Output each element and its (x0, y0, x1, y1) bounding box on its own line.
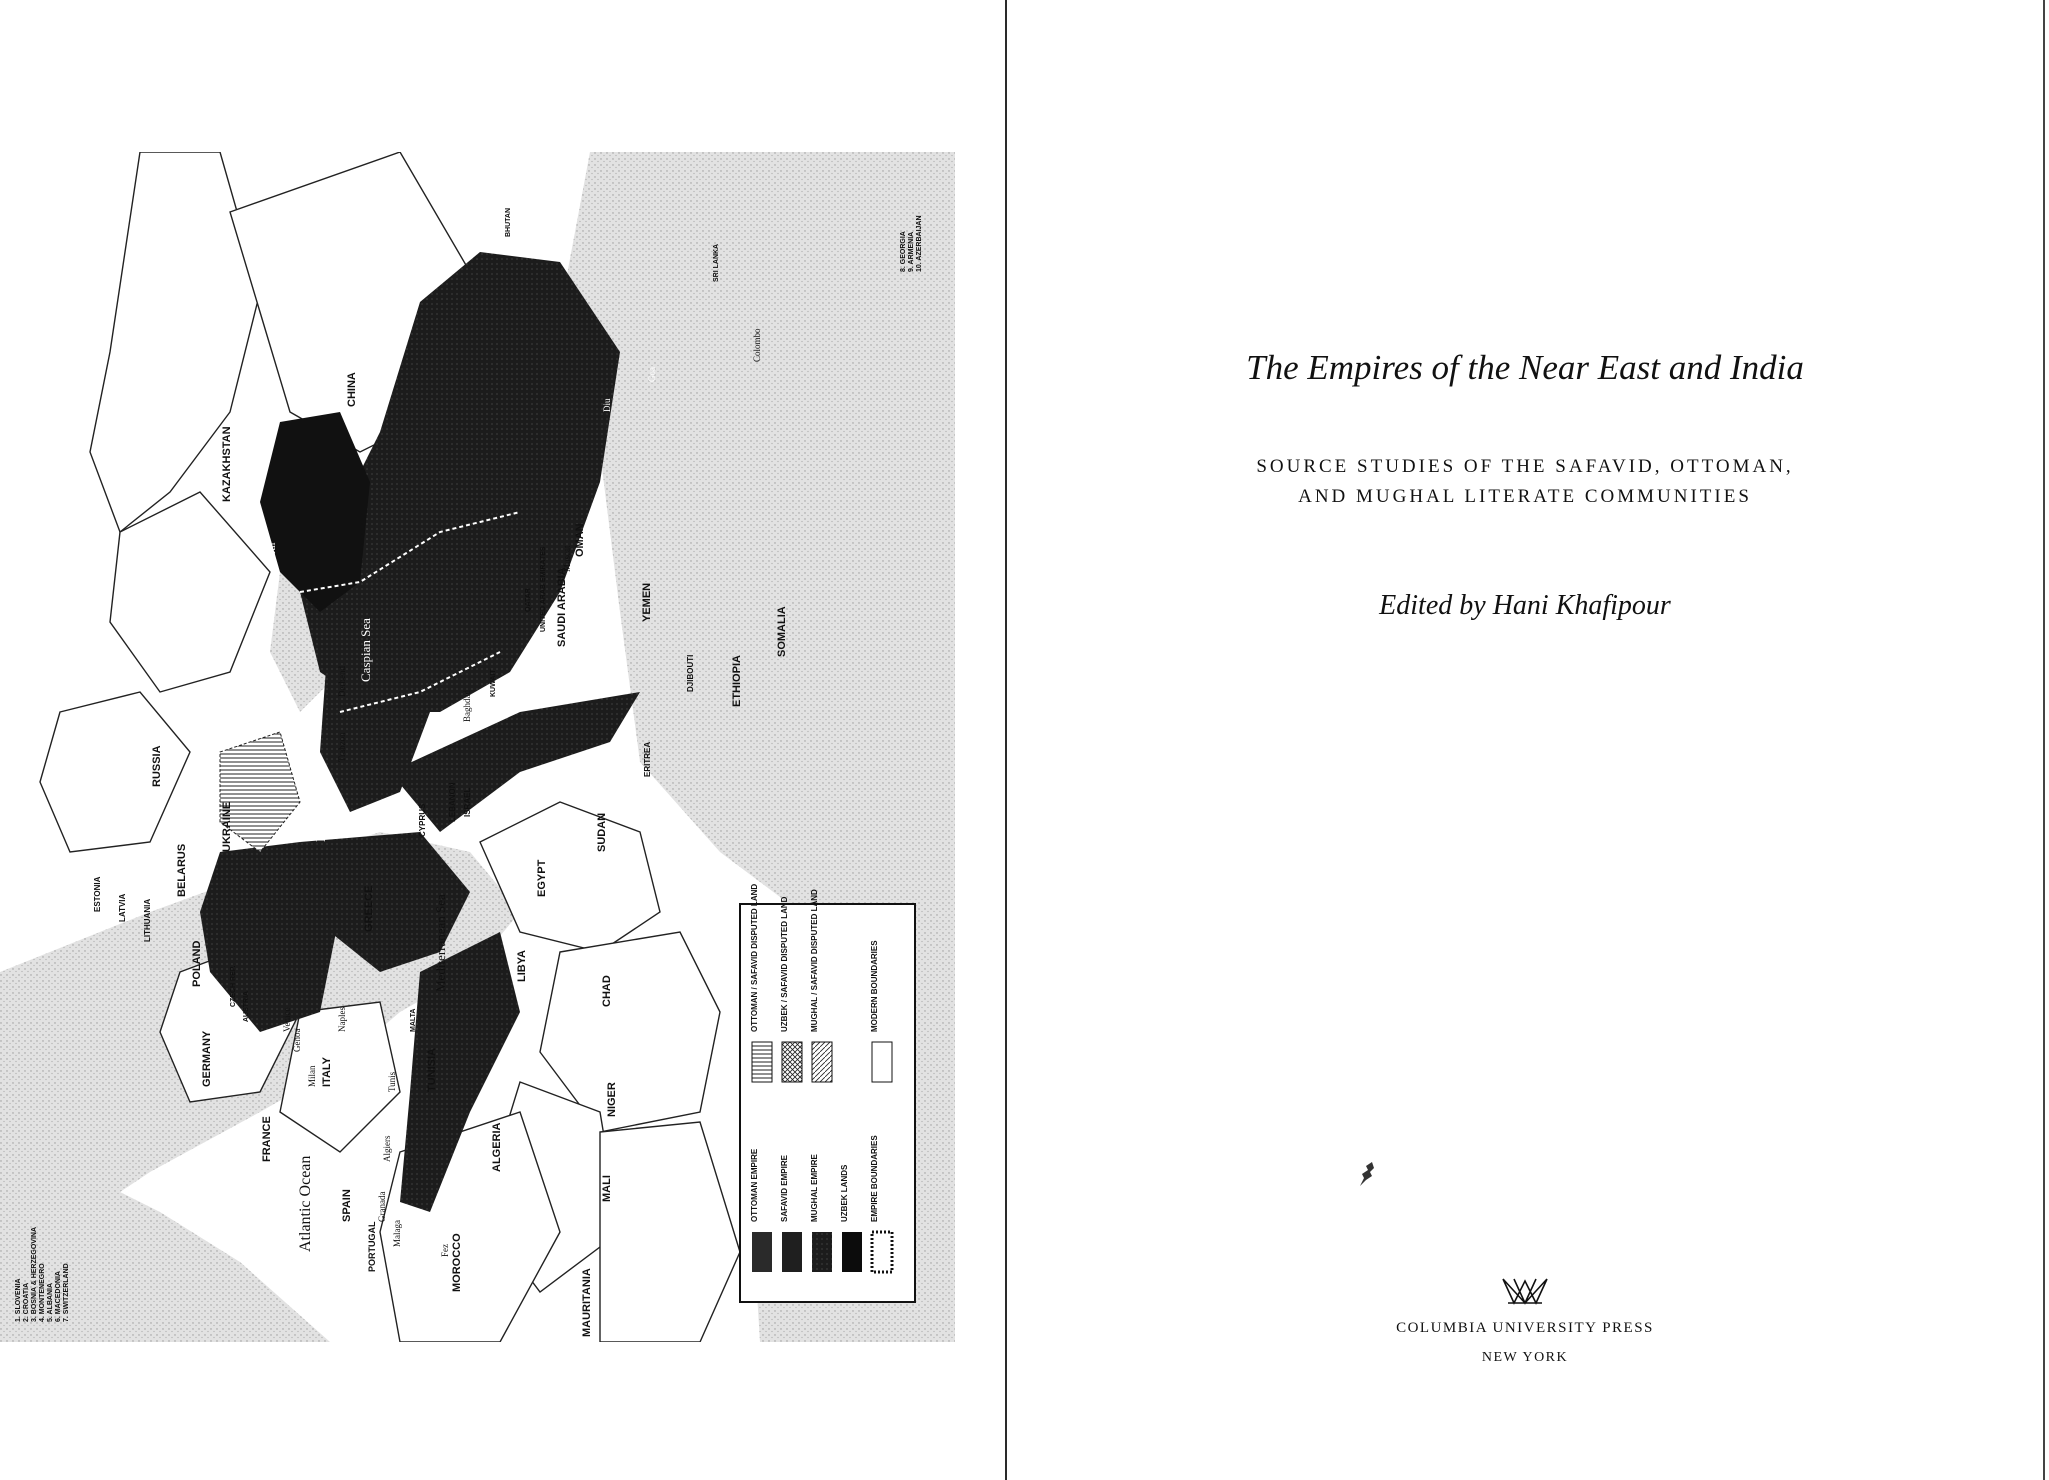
label-milan: Milan (307, 1065, 317, 1087)
book-gutter (1005, 0, 1007, 1480)
legend-label: OTTOMAN EMPIRE (750, 1148, 759, 1222)
label-latvia: LATVIA (118, 893, 127, 922)
label-goa: Goa (647, 367, 657, 382)
list-item: 5. ALBANIA (47, 1282, 54, 1322)
label-somalia: SOMALIA (776, 606, 788, 657)
label-caspian-sea: Caspian Sea (358, 618, 373, 682)
publisher-crown-logo (1500, 1275, 1550, 1307)
label-estonia: ESTONIA (93, 876, 102, 912)
book-subtitle (1007, 452, 2043, 512)
left-page (0, 0, 1005, 1480)
label-malaga: Malaga (392, 1220, 402, 1247)
label-algeria: ALGERIA (491, 1122, 503, 1172)
legend-swatch-uzbek-safavid (782, 1042, 802, 1082)
label-atlantic: Atlantic Ocean (297, 1155, 314, 1252)
label-venice: Venice (282, 1007, 292, 1032)
legend-swatch-mughal (812, 1232, 832, 1272)
legend-swatch-modern (872, 1042, 892, 1082)
label-chad: CHAD (601, 975, 613, 1007)
legend-swatch-mughal-safavid (812, 1042, 832, 1082)
label-portugal: PORTUGAL (367, 1221, 377, 1272)
label-france: FRANCE (261, 1116, 273, 1162)
legend-swatch-uzbek (842, 1232, 862, 1272)
label-algiers: Algiers (382, 1135, 392, 1162)
label-granada: Granada (377, 1191, 387, 1222)
label-muscat: Muscat (562, 545, 572, 572)
label-niger: NIGER (606, 1082, 618, 1117)
legend-label: EMPIRE BOUNDARIES (870, 1135, 879, 1222)
label-bhutan: BHUTAN (505, 207, 512, 237)
label-fez: Fez (440, 1244, 450, 1257)
legend-swatch-ottoman (752, 1232, 772, 1272)
label-tunis: Tunis (387, 1071, 397, 1092)
legend-swatch-ottoman-safavid (752, 1042, 772, 1082)
label-diu: Diu (602, 398, 612, 412)
label-mediterranean: Mediterranean Sea (433, 894, 448, 992)
legend-label: MUGHAL / SAFAVID DISPUTED LAND (810, 889, 819, 1032)
book-title: The Empires of the Near East and India (1246, 348, 1804, 387)
legend-label: SAFAVID EMPIRE (780, 1155, 789, 1222)
list-item: 6. MACEDONIA (55, 1271, 62, 1322)
label-mauritania: MAURITANIA (581, 1268, 593, 1337)
list-item: 3. BOSNIA & HERZEGOVINA (31, 1226, 38, 1322)
subtitle-line-2: AND MUGHAL LITERATE COMMUNITIES (1298, 486, 1752, 507)
label-trabzon: Trabzon (337, 732, 347, 762)
label-sudan: SUDAN (596, 812, 608, 852)
legend-label: MODERN BOUNDARIES (870, 940, 879, 1032)
label-china: CHINA (346, 372, 358, 407)
label-germany: GERMANY (201, 1030, 213, 1087)
label-cyprus: CYPRUS (418, 803, 427, 837)
label-greece: GREECE (363, 885, 375, 932)
list-item: 1. SLOVENIA (15, 1278, 22, 1322)
label-morocco: MOROCCO (451, 1233, 463, 1292)
label-mali: MALI (601, 1175, 613, 1202)
publisher-city: NEW YORK (1481, 1350, 1569, 1365)
label-uae: UNITED ARAB EMIRATES (540, 546, 547, 632)
label-black-sea: Black Sea (313, 789, 328, 842)
label-derbend: Derbend (337, 666, 347, 697)
label-spain: SPAIN (341, 1189, 353, 1222)
legend-swatch-boundary (872, 1232, 892, 1272)
label-kazakhstan: KAZAKHSTAN (221, 426, 233, 502)
label-austria: AUSTRIA (243, 990, 250, 1022)
legend-label: OTTOMAN / SAFAVID DISPUTED LAND (750, 883, 759, 1032)
list-item: 2. CROATIA (23, 1282, 30, 1322)
list-item: 7. SWITZERLAND (63, 1263, 70, 1322)
label-oman: OMAN (574, 523, 586, 557)
list-item: 9. ARMENIA (908, 231, 915, 272)
label-baghdad: Baghdad (462, 690, 472, 722)
map-legend (740, 884, 915, 1302)
label-kuwait: KUWAIT (490, 669, 497, 697)
empires-map (0, 152, 955, 1342)
list-item: 4. MONTENEGRO (39, 1263, 46, 1322)
list-item: 8. GEORGIA (900, 231, 907, 272)
label-colombo: Colombo (752, 328, 762, 362)
page-edge (2043, 0, 2045, 1480)
label-libya: LIBYA (516, 950, 528, 982)
label-eritrea: ERITREA (643, 741, 652, 777)
label-genoa: Genoa (292, 1028, 302, 1052)
label-tunisia: TUNISIA (426, 1048, 438, 1092)
label-russia: RUSSIA (151, 745, 163, 787)
label-poland: POLAND (191, 940, 203, 987)
label-belarus: BELARUS (176, 843, 188, 897)
label-yemen: YEMEN (641, 582, 653, 622)
label-italy: ITALY (321, 1057, 333, 1087)
label-saudi-arabia: SAUDI ARABIA (556, 567, 568, 647)
label-qatar: QATAR (525, 588, 532, 612)
label-malta: MALTA (410, 1008, 417, 1032)
label-israel: ISRAEL (463, 787, 472, 817)
legend-label: MUGHAL EMPIRE (810, 1154, 819, 1222)
label-lebanon: LEBANON (448, 782, 457, 822)
publisher-name: COLUMBIA UNIVERSITY PRESS (1396, 1320, 1654, 1336)
list-item: 10. AZERBAIJAN (916, 215, 923, 272)
label-ukraine: UKRAINE (221, 801, 233, 852)
legend-label: UZBEK LANDS (840, 1164, 849, 1222)
label-ethiopia: ETHIOPIA (731, 655, 743, 707)
label-naples: Naples (337, 1007, 347, 1032)
label-sri-lanka: SRI LANKA (713, 243, 720, 282)
label-aral: Aral (266, 542, 278, 562)
book-editor: Edited by Hani Khafipour (1379, 590, 1671, 621)
ink-smudge (1356, 1160, 1382, 1188)
subtitle-line-1: SOURCE STUDIES OF THE SAFAVID, OTTOMAN, (1256, 456, 1794, 477)
label-lithuania: LITHUANIA (143, 898, 152, 942)
label-djibouti: DJIBOUTI (686, 654, 695, 692)
legend-label: UZBEK / SAFAVID DISPUTED LAND (780, 896, 789, 1032)
label-czech: CZECH REP. (230, 965, 237, 1007)
legend-swatch-safavid (782, 1232, 802, 1272)
label-egypt: EGYPT (536, 859, 548, 897)
